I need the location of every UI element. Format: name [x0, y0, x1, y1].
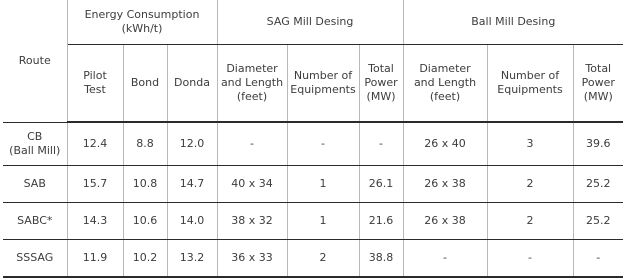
- ball-number-cell: -: [487, 240, 573, 278]
- pilot-test-cell: 15.7: [67, 166, 123, 203]
- table-row: [3, 203, 623, 240]
- sag-number-cell: 1: [287, 166, 359, 203]
- ball-mill-design-header: Ball Mill Desing: [403, 0, 623, 45]
- ball-power-cell: -: [573, 240, 623, 278]
- sag-mill-design-header: SAG Mill Desing: [217, 0, 403, 45]
- mill-design-table: [3, 0, 623, 278]
- bond-header: Bond: [123, 45, 167, 123]
- pilot-test-cell: 14.3: [67, 203, 123, 240]
- ball-diameter-cell: 26 x 40: [403, 122, 487, 166]
- sag-power-cell: 38.8: [359, 240, 403, 278]
- route-header: Route: [3, 0, 67, 122]
- energy-consumption-header: Energy Consumption (kWh/t): [67, 0, 217, 45]
- table-row: [3, 240, 623, 278]
- bond-cell: 8.8: [123, 122, 167, 166]
- donda-cell: 14.0: [167, 203, 217, 240]
- ball-diameter-cell: 26 x 38: [403, 203, 487, 240]
- ball-number-cell: 2: [487, 166, 573, 203]
- sag-diameter-length-header: Diameter and Length (feet): [217, 45, 287, 123]
- sag-number-equipments-header: Number of Equipments: [287, 45, 359, 123]
- sag-power-cell: -: [359, 122, 403, 166]
- ball-total-power-header: Total Power (MW): [573, 45, 623, 123]
- donda-header: Donda: [167, 45, 217, 123]
- sag-number-cell: -: [287, 122, 359, 166]
- ball-diameter-length-header: Diameter and Length (feet): [403, 45, 487, 123]
- donda-cell: 14.7: [167, 166, 217, 203]
- route-cell: SAB: [3, 166, 67, 203]
- sag-diameter-cell: 38 x 32: [217, 203, 287, 240]
- table-row: [3, 166, 623, 203]
- ball-number-cell: 3: [487, 122, 573, 166]
- donda-cell: 13.2: [167, 240, 217, 278]
- header-row-columns: [3, 45, 623, 123]
- sag-diameter-cell: -: [217, 122, 287, 166]
- ball-power-cell: 39.6: [573, 122, 623, 166]
- route-cell: SABC*: [3, 203, 67, 240]
- route-cell: SSSAG: [3, 240, 67, 278]
- pilot-test-cell: 12.4: [67, 122, 123, 166]
- sag-diameter-cell: 36 x 33: [217, 240, 287, 278]
- bond-cell: 10.2: [123, 240, 167, 278]
- sag-total-power-header: Total Power (MW): [359, 45, 403, 123]
- ball-diameter-cell: -: [403, 240, 487, 278]
- ball-power-cell: 25.2: [573, 166, 623, 203]
- table-row: [3, 122, 623, 166]
- pilot-test-cell: 11.9: [67, 240, 123, 278]
- ball-power-cell: 25.2: [573, 203, 623, 240]
- sag-diameter-cell: 40 x 34: [217, 166, 287, 203]
- donda-cell: 12.0: [167, 122, 217, 166]
- header-row-groups: [3, 0, 623, 45]
- route-cell: CB (Ball Mill): [3, 122, 67, 166]
- pilot-test-header: Pilot Test: [67, 45, 123, 123]
- bond-cell: 10.6: [123, 203, 167, 240]
- sag-power-cell: 26.1: [359, 166, 403, 203]
- ball-diameter-cell: 26 x 38: [403, 166, 487, 203]
- sag-number-cell: 1: [287, 203, 359, 240]
- sag-power-cell: 21.6: [359, 203, 403, 240]
- bond-cell: 10.8: [123, 166, 167, 203]
- sag-number-cell: 2: [287, 240, 359, 278]
- ball-number-cell: 2: [487, 203, 573, 240]
- ball-number-equipments-header: Number of Equipments: [487, 45, 573, 123]
